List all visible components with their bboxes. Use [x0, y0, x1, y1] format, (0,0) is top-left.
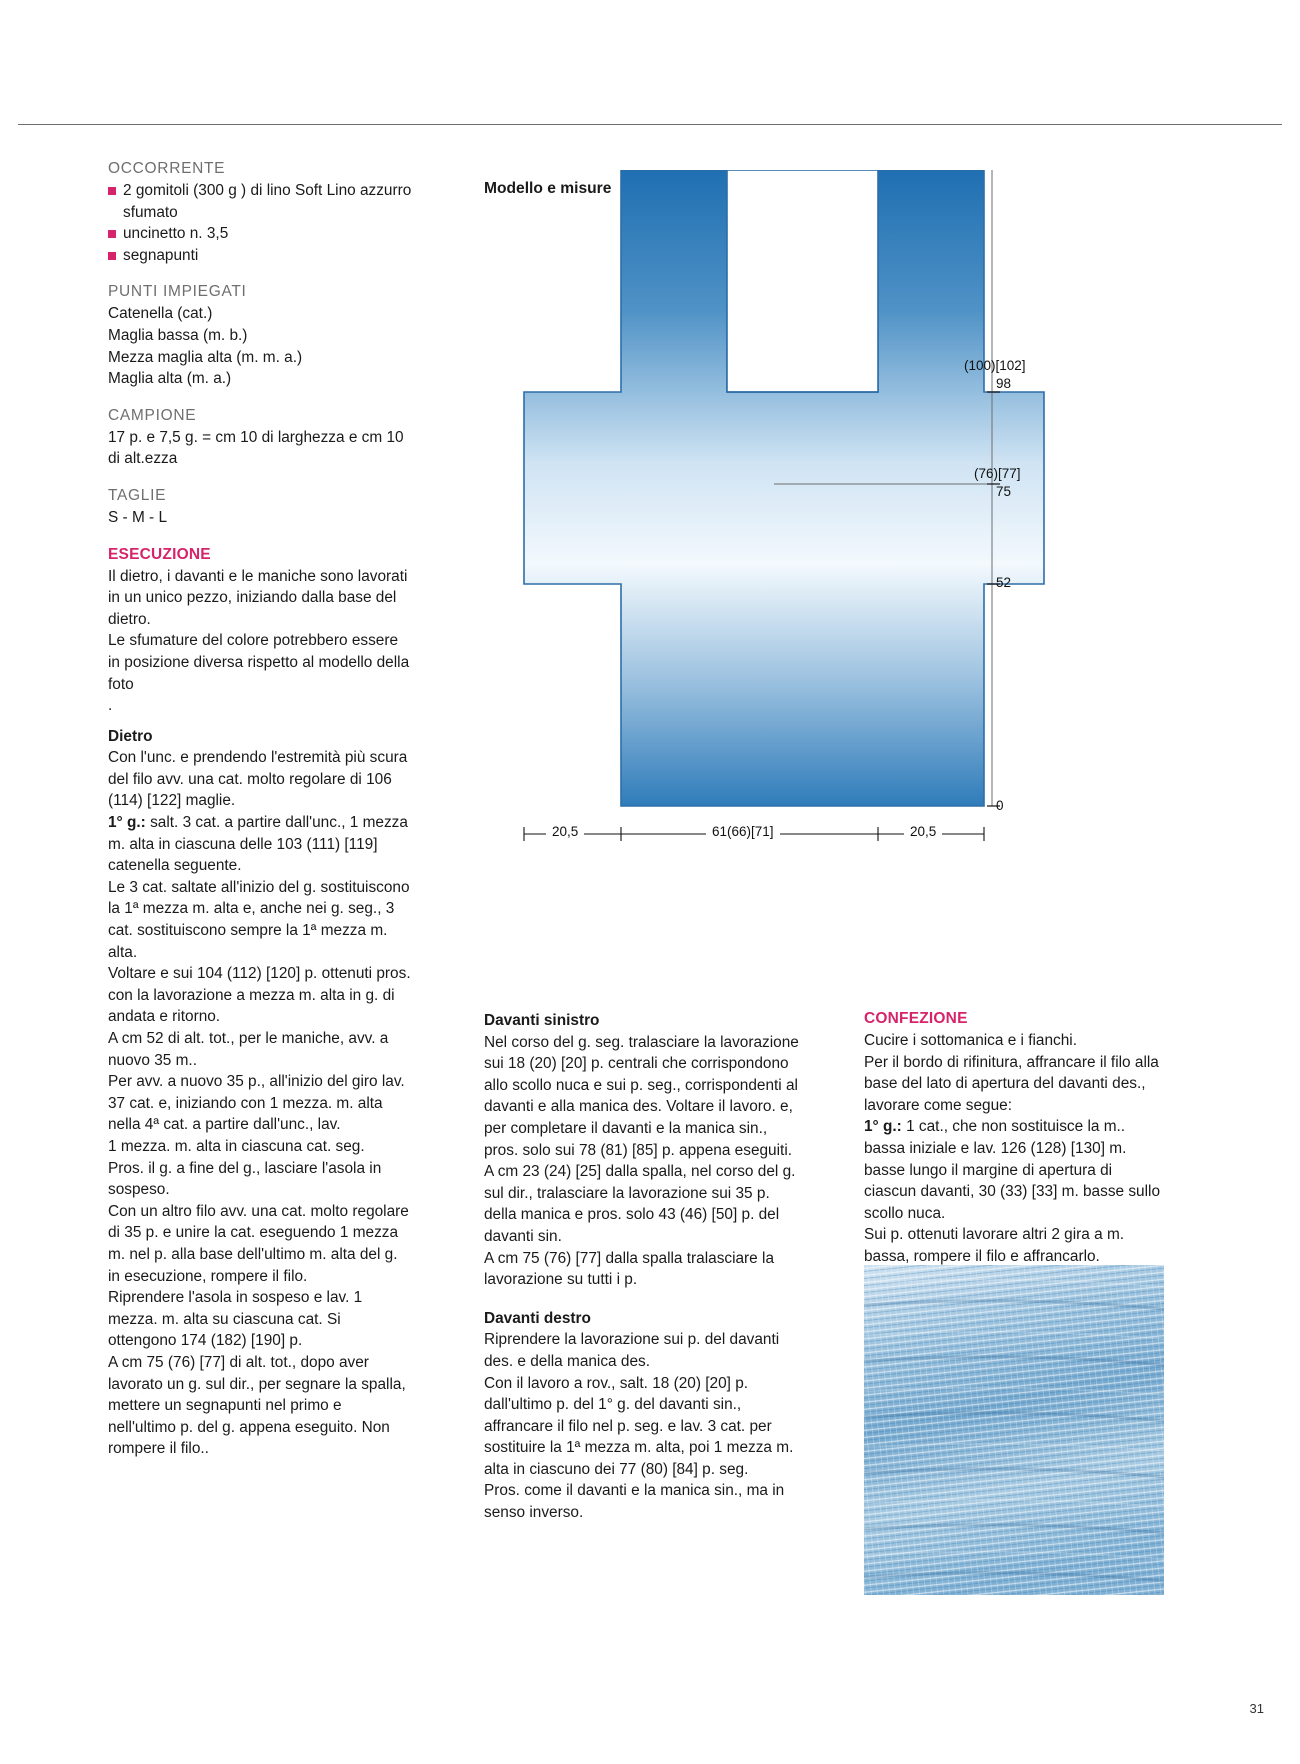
dietro-p6: Per avv. a nuovo 35 p., all'inizio del giro lav. 37 cat. e, iniziando con 1 mezza. m. alta nella 4ª cat. a partire dall'unc., lav. [108, 1073, 405, 1134]
dietro-p2 [108, 812, 413, 877]
punti-title: PUNTI IMPIEGATI [108, 283, 247, 301]
measure-mid-bracket: (76)[77] [974, 466, 1021, 481]
schematic-diagram [484, 170, 1104, 910]
confezione-p3-text: 1 cat., che non sostituisce la m.. bassa iniziale e lav. 126 (128) [130] m. basse lungo il margine di apertura di ciascun davanti, 30 (33) [33] m. basse sullo scollo nuca. [864, 1118, 1160, 1222]
fabric-swatch-photo [864, 1265, 1164, 1595]
punti-item-1: Catenella (cat.) [108, 305, 213, 323]
davanti-sinistro-title: Davanti sinistro [484, 1012, 600, 1029]
fabric-swatch-svg [864, 1265, 1164, 1595]
dietro-p9: Con un altro filo avv. una cat. molto regolare di 35 p. e unire la cat. eseguendo 1 mezza m. nel p. alla base dell'ultimo m. alta del g. in esecuzione, rompere il filo. [108, 1202, 409, 1285]
confezione-p3-lead: 1° g.: [864, 1118, 902, 1136]
esecuzione-p1: Il dietro, i davanti e le maniche sono lavorati in un unico pezzo, iniziando dalla base del dietro. [108, 567, 408, 628]
taglie-title: TAGLIE [108, 486, 167, 504]
garment-schematic-svg [484, 170, 1104, 910]
bullet-icon [108, 252, 116, 260]
punti-item-4: Maglia alta (m. a.) [108, 370, 232, 388]
davanti-destro-title: Davanti destro [484, 1309, 591, 1327]
davanti-sinistro-p1: Nel corso del g. seg. tralasciare la lavorazione sui 18 (20) [20] p. centrali che corrispondono allo scollo nuca e sui p. seg., corrispondenti al davanti e alla manica des. Voltare il lavoro. e, per completare il davanti e la manica sin., pros. solo sui 78 (81) [85] p. appena eseguiti. [484, 1033, 799, 1159]
davanti-destro-p2: Con il lavoro a rov., salt. 18 (20) [20] p. dall'ultimo p. del 1° g. del davanti sin., affrancare il filo nel p. seg. e lav. 3 cat. per sostituire la 1ª mezza m. alta, poi 1 mezza m. alta in ciascuno dei 77 (80) [84] p. seg. [484, 1374, 794, 1478]
dietro-p5: A cm 52 di alt. tot., per le maniche, avv. a nuovo 35 m.. [108, 1030, 389, 1069]
middle-column [484, 1010, 799, 1524]
header-rule [18, 124, 1282, 125]
dietro-p8: Pros. il g. a fine del g., lasciare l'asola in sospeso. [108, 1159, 382, 1199]
davanti-sinistro-p3: A cm 75 (76) [77] dalla spalla tralasciare la lavorazione su tutti i p. [484, 1249, 775, 1289]
occorrente-item-1-text: 2 gomitoli (300 g ) di lino Soft Lino azzurro sfumato [123, 182, 412, 221]
width-right: 20,5 [904, 824, 942, 839]
width-center: 61(66)[71] [706, 824, 780, 839]
davanti-destro-p3: Pros. come il davanti e la manica sin., ma in senso inverso. [484, 1482, 785, 1522]
occorrente-item-1 [108, 180, 413, 223]
taglie-text: S - M - L [108, 508, 167, 526]
confezione-p4: Sui p. ottenuti lavorare altri 2 gira a m. bassa, rompere il filo e affrancarlo. [864, 1226, 1125, 1265]
occorrente-title: OCCORRENTE [108, 160, 226, 177]
page-number: 31 [1249, 1701, 1264, 1716]
confezione-p2: Per il bordo di rifinitura, affrancare il filo alla base del lato di apertura del davanti des., lavorare come segue: [864, 1053, 1159, 1114]
measure-52: 52 [996, 575, 1012, 590]
davanti-destro-p1: Riprendere la lavorazione sui p. del davanti des. e della manica des. [484, 1331, 780, 1370]
esecuzione-p3: . [108, 697, 113, 715]
dietro-p2-text: salt. 3 cat. a partire dall'unc., 1 mezza m. alta in ciascuna delle 103 (111) [119] catenella seguente. [108, 814, 408, 875]
measure-top: 98 [996, 376, 1012, 391]
dietro-p1: Con l'unc. e prendendo l'estremità più scura del filo avv. una cat. molto regolare di 106 (114) [122] maglie. [108, 749, 408, 810]
diagram-title: Modello e misure [484, 180, 612, 197]
left-column [108, 160, 413, 1460]
front-opening [727, 170, 878, 392]
bullet-icon [108, 187, 116, 195]
campione-title: CAMPIONE [108, 406, 197, 424]
dietro-p10: Riprendere l'asola in sospeso e lav. 1 mezza. m. alta su ciascuna cat. Si ottengono 174 (182) [190] p. [108, 1289, 363, 1350]
measure-0: 0 [996, 798, 1004, 813]
punti-item-2: Maglia bassa (m. b.) [108, 326, 248, 344]
confezione-p1: Cucire i sottomanica e i fianchi. [864, 1032, 1077, 1049]
esecuzione-title: ESECUZIONE [108, 545, 211, 563]
right-column [864, 1010, 1164, 1268]
occorrente-item-2 [108, 223, 413, 245]
confezione-title: CONFEZIONE [864, 1010, 968, 1027]
bullet-icon [108, 230, 116, 238]
punti-item-3: Mezza maglia alta (m. m. a.) [108, 348, 303, 366]
occorrente-item-3 [108, 245, 413, 267]
occorrente-item-2-text: uncinetto n. 3,5 [123, 225, 229, 243]
occorrente-item-3-text: segnapunti [123, 246, 199, 264]
measure-top-bracket: (100)[102] [964, 358, 1026, 373]
measure-mid: 75 [996, 484, 1012, 499]
width-left: 20,5 [546, 824, 584, 839]
dietro-p7: 1 mezza. m. alta in ciascuna cat. seg. [108, 1137, 365, 1155]
dietro-title: Dietro [108, 727, 153, 745]
dietro-p4: Voltare e sui 104 (112) [120] p. ottenuti pros. con la lavorazione a mezza m. alta in g. di andata e ritorno. [108, 965, 411, 1026]
campione-text: 17 p. e 7,5 g. = cm 10 di larghezza e cm 10 di alt.ezza [108, 428, 404, 468]
davanti-sinistro-p2: A cm 23 (24) [25] dalla spalla, nel corso del g. sul dir., tralasciare la lavorazione sui 35 p. della manica e pros. solo 43 (46) [50] p. del davanti sin. [484, 1163, 796, 1245]
dietro-p11: A cm 75 (76) [77] di alt. tot., dopo aver lavorato un g. sul dir., per segnare la spalla, mettere un segnapunti nel primo e nell'ultimo p. del g. appena eseguito. Non rompere il filo.. [108, 1353, 406, 1458]
esecuzione-p2: Le sfumature del colore potrebbero essere in posizione diversa rispetto al modello della foto [108, 632, 410, 693]
confezione-p3 [864, 1116, 1164, 1224]
dietro-p2-lead: 1° g.: [108, 814, 146, 832]
dietro-p3: Le 3 cat. saltate all'inizio del g. sostituiscono la 1ª mezza m. alta e, anche nei g. seg., 3 cat. sostituiscono sempre la 1ª mezza m. alta. [108, 878, 410, 961]
